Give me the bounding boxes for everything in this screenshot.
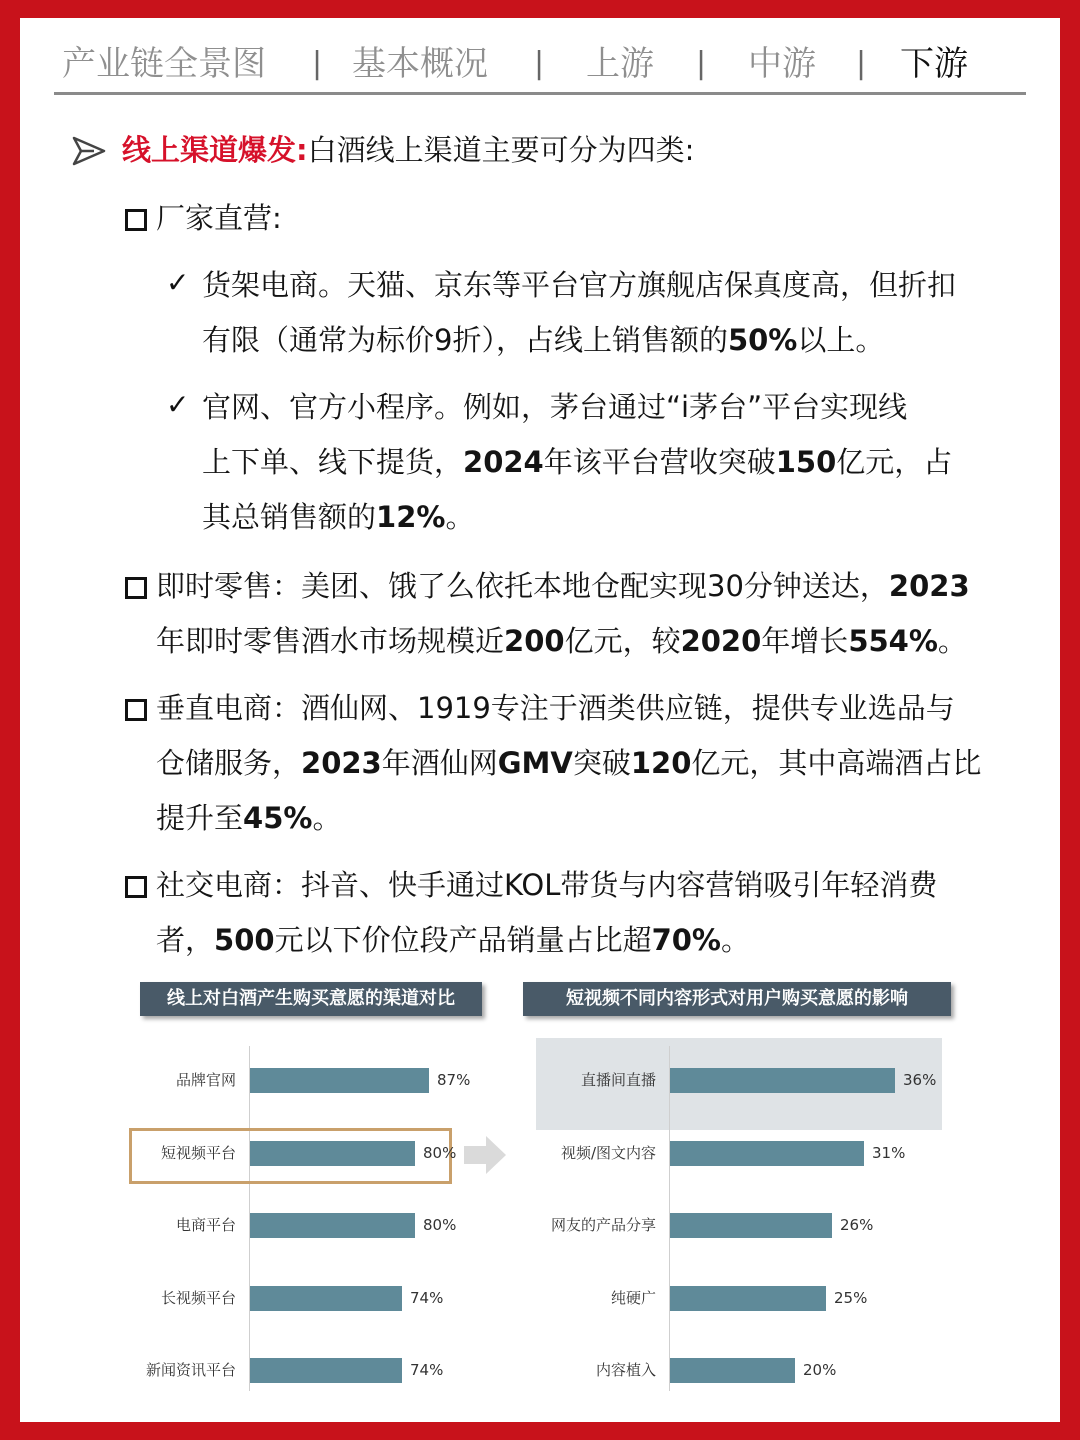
chart-1-category-label: 品牌官网 [175,1071,236,1089]
section-social-ecom-line2 [156,918,750,962]
tab-separator: | [312,46,323,81]
text-run: 以上。 [797,323,885,357]
bold-value: 12% [376,500,446,534]
bold-value: 500 [214,923,275,957]
heading-text: 白酒线上渠道主要可分为四类: [307,133,695,167]
tab-separator: | [696,46,707,81]
chart-2-value-label: 20% [803,1361,837,1379]
text-run: 。 [721,923,751,957]
chart-1-bar [250,1213,415,1238]
chart-2-value-label: 36% [903,1071,937,1089]
text-run: 其总销售额的 [202,500,377,534]
heading-highlight: 线上渠道爆发: [122,133,308,167]
bold-value: 200 [504,624,565,658]
text-run: 亿元，其中高端酒占比 [691,746,982,780]
bold-value: 70% [651,923,721,957]
bold-value: 2023 [301,746,382,780]
chart-1-bar [250,1286,402,1311]
bold-value: 120 [630,746,692,780]
chart-2-bar [670,1358,795,1383]
section-vertical-ecom-line1: 垂直电商：酒仙网、1919专注于酒类供应链，提供专业选品与 [156,691,955,725]
tab-bar [54,40,1026,95]
checkbox-square-icon [125,876,147,898]
chart-2-category-label: 视频/图文内容 [560,1144,656,1162]
tab-upstream[interactable]: 上游 [586,44,654,84]
bold-value: 2023 [888,569,970,603]
checkbox-square-icon [125,209,147,231]
chart-1-bar [250,1141,415,1166]
direct-sales-item-1-line2 [202,318,884,362]
section-direct-sales-title: 厂家直营: [156,201,282,235]
chart-1-title: 线上对白酒产生购买意愿的渠道对比 [140,982,482,1016]
chart-2-bar [670,1213,832,1238]
text-run: 亿元，较 [564,624,681,658]
section-heading [122,128,694,172]
chart-1-value-label: 80% [423,1144,457,1162]
section-social-ecom-line1: 社交电商：抖音、快手通过KOL带货与内容营销吸引年轻消费 [156,868,938,902]
chart-2-value-label: 26% [840,1216,874,1234]
chart-2-category-label: 内容植入 [595,1361,656,1379]
text-run: 年即时零售酒水市场规模近 [156,624,505,658]
text-run: 年该平台营收突破 [543,445,776,479]
chart-1-value-label: 74% [410,1361,444,1379]
bold-value: GMV [497,746,573,780]
tab-industry-chain[interactable]: 产业链全景图 [62,44,266,84]
chart-1-category-label: 短视频平台 [160,1144,236,1162]
text-run: 。 [937,624,967,658]
chart-2-value-label: 25% [834,1289,868,1307]
chart-1-value-label: 74% [410,1289,444,1307]
bold-value: 2024 [463,445,544,479]
checkmark-icon: ✓ [166,266,190,299]
chart-1-bar [250,1068,429,1093]
chart-1-category-label: 长视频平台 [160,1289,236,1307]
text-run: 上下单、线下提货， [202,445,464,479]
direct-sales-item-2-line2 [202,440,952,484]
text-run: 元以下价位段产品销量占比超 [274,923,652,957]
bold-value: 2020 [680,624,762,658]
chart-2-bar [670,1141,864,1166]
section-vertical-ecom-line2 [156,741,981,785]
text-run: 即时零售：美团、饿了么依托本地仓配实现30分钟送达， [156,569,889,603]
page [20,18,1060,1422]
text-run: 有限（通常为标价9折），占线上销售额的 [202,323,728,357]
chart-2-category-label: 纯硬广 [610,1289,656,1307]
text-run: 年酒仙网 [381,746,498,780]
bold-value: 554% [848,624,938,658]
chart-2-value-label: 31% [872,1144,906,1162]
text-run: 亿元，占 [836,445,953,479]
text-run: 者， [156,923,215,957]
checkbox-square-icon [125,699,147,721]
chart-2-title: 短视频不同内容形式对用户购买意愿的影响 [523,982,951,1016]
chart-1-value-label: 87% [437,1071,471,1089]
text-run: 。 [312,801,342,835]
chart-2-category-label: 直播间直播 [580,1071,656,1089]
tab-overview[interactable]: 基本概况 [352,44,488,84]
bold-value: 45% [243,801,313,835]
bold-value: 50% [727,323,798,357]
chart-2-category-label: 网友的产品分享 [550,1216,656,1234]
tab-downstream[interactable]: 下游 [900,44,968,84]
send-arrow-icon [72,136,106,166]
chart-2-bar [670,1286,826,1311]
direct-sales-item-2-line3 [202,495,474,539]
section-instant-retail-line2 [156,619,967,663]
direct-sales-item-1-line1: 货架电商。天猫、京东等平台官方旗舰店保真度高，但折扣 [202,268,957,302]
tab-separator: | [534,46,545,81]
checkmark-icon: ✓ [166,388,190,421]
chart-2-bar [670,1068,895,1093]
bold-value: 150 [775,445,837,479]
chart-1-category-label: 电商平台 [175,1216,236,1234]
text-run: 提升至 [156,801,244,835]
direct-sales-item-2-line1: 官网、官方小程序。例如，茅台通过“i茅台”平台实现线 [202,390,908,424]
text-run: 突破 [572,746,631,780]
text-run: 。 [445,500,475,534]
section-instant-retail-line1 [156,564,970,608]
section-vertical-ecom-line3 [156,796,341,840]
text-run: 年增长 [761,624,849,658]
tab-midstream[interactable]: 中游 [748,44,816,84]
chart-1-value-label: 80% [423,1216,457,1234]
text-run: 仓储服务， [156,746,302,780]
chart-1-bar [250,1358,402,1383]
chart-1-category-label: 新闻资讯平台 [145,1361,236,1379]
tab-separator: | [856,46,867,81]
checkbox-square-icon [125,577,147,599]
